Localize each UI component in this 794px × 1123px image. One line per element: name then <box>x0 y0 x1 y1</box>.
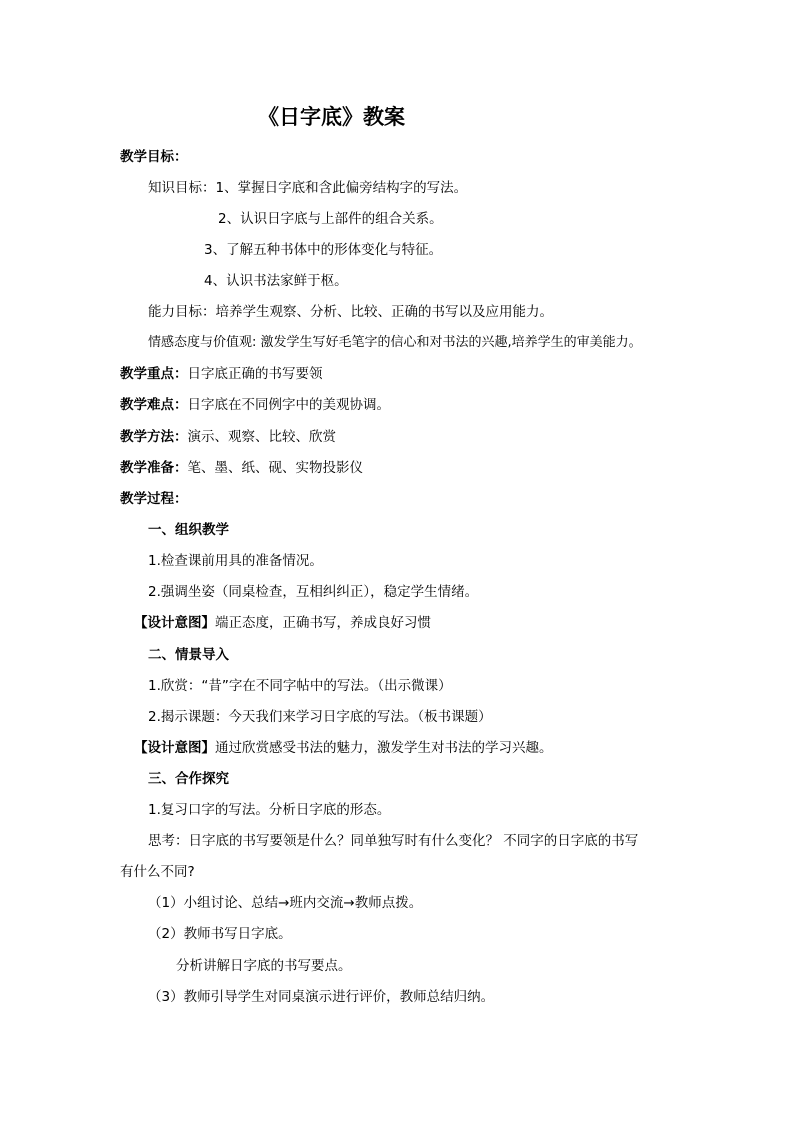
preparation <box>120 459 363 477</box>
design-intent-label: 【设计意图】 <box>134 740 215 756</box>
difficulty <box>120 396 390 414</box>
key-point-label: 教学重点： <box>120 366 188 382</box>
section-2-item-1: 1.欣赏：“昔”字在不同字帖中的写法。（出示微课） <box>148 678 452 694</box>
design-intent-text: 通过欣赏感受书法的魅力，激发学生对书法的学习兴趣。 <box>215 740 553 756</box>
section-3-step-2: （2）教师书写日字底。 <box>148 926 292 942</box>
section-3-think-line-2: 有什么不同? <box>120 864 195 880</box>
section-2-title: 二、情景导入 <box>148 647 229 663</box>
method-label: 教学方法： <box>120 429 188 445</box>
method <box>120 428 336 446</box>
section-2-design <box>134 739 553 757</box>
section-3-title: 三、合作探究 <box>148 771 229 787</box>
preparation-text: 笔、墨、纸、砚、实物投影仪 <box>187 460 363 476</box>
key-point-text: 日字底正确的书写要领 <box>187 366 323 382</box>
section-1-design <box>134 614 431 632</box>
knowledge-item-1: 1、掌握日字底和含此偏旁结构字的写法。 <box>215 180 468 196</box>
page-title: 《日字底》教案 <box>258 105 405 129</box>
knowledge-objective <box>148 179 467 197</box>
emotion-objective: 情感态度与价值观: 激发学生写好毛笔字的信心和对书法的兴趣,培养学生的审美能力。 <box>148 335 642 350</box>
ability-objective: 能力目标：培养学生观察、分析、比较、正确的书写以及应用能力。 <box>148 304 553 320</box>
section-1-item-2: 2.强调坐姿（同桌检查，互相纠纠正），稳定学生情绪。 <box>148 584 479 600</box>
method-text: 演示、观察、比较、欣赏 <box>187 429 336 445</box>
preparation-label: 教学准备： <box>120 460 188 476</box>
section-2-item-2: 2.揭示课题：今天我们来学习日字底的写法。（板书课题） <box>148 709 492 725</box>
key-point <box>120 365 323 383</box>
section-1-item-1: 1.检查课前用具的准备情况。 <box>148 553 323 569</box>
knowledge-item-3: 3、了解五种书体中的形体变化与特征。 <box>204 242 443 258</box>
difficulty-label: 教学难点： <box>120 397 188 413</box>
section-3-item-1: 1.复习口字的写法。分析日字底的形态。 <box>148 802 391 818</box>
difficulty-text: 日字底在不同例字中的美观协调。 <box>187 397 390 413</box>
section-1-title: 一、组织教学 <box>148 522 229 538</box>
section-3-step-1: （1）小组讨论、总结→班内交流→教师点拨。 <box>148 895 423 911</box>
design-intent-label: 【设计意图】 <box>134 615 215 631</box>
process-heading: 教学过程： <box>120 491 188 507</box>
section-3-think-line-1: 思考：日字底的书写要领是什么？同单独写时有什么变化？ 不同字的日字底的书写 <box>148 833 639 849</box>
section-3-step-3: （3）教师引导学生对同桌演示进行评价，教师总结归纳。 <box>148 989 495 1005</box>
knowledge-label: 知识目标： <box>148 180 216 196</box>
objectives-heading: 教学目标： <box>120 149 188 165</box>
design-intent-text: 端正态度，正确书写，养成良好习惯 <box>215 615 431 631</box>
knowledge-item-4: 4、认识书法家鲜于枢。 <box>204 273 348 289</box>
section-3-step-2-detail: 分析讲解日字底的书写要点。 <box>176 958 352 974</box>
knowledge-item-2: 2、认识日字底与上部件的组合关系。 <box>218 211 443 227</box>
